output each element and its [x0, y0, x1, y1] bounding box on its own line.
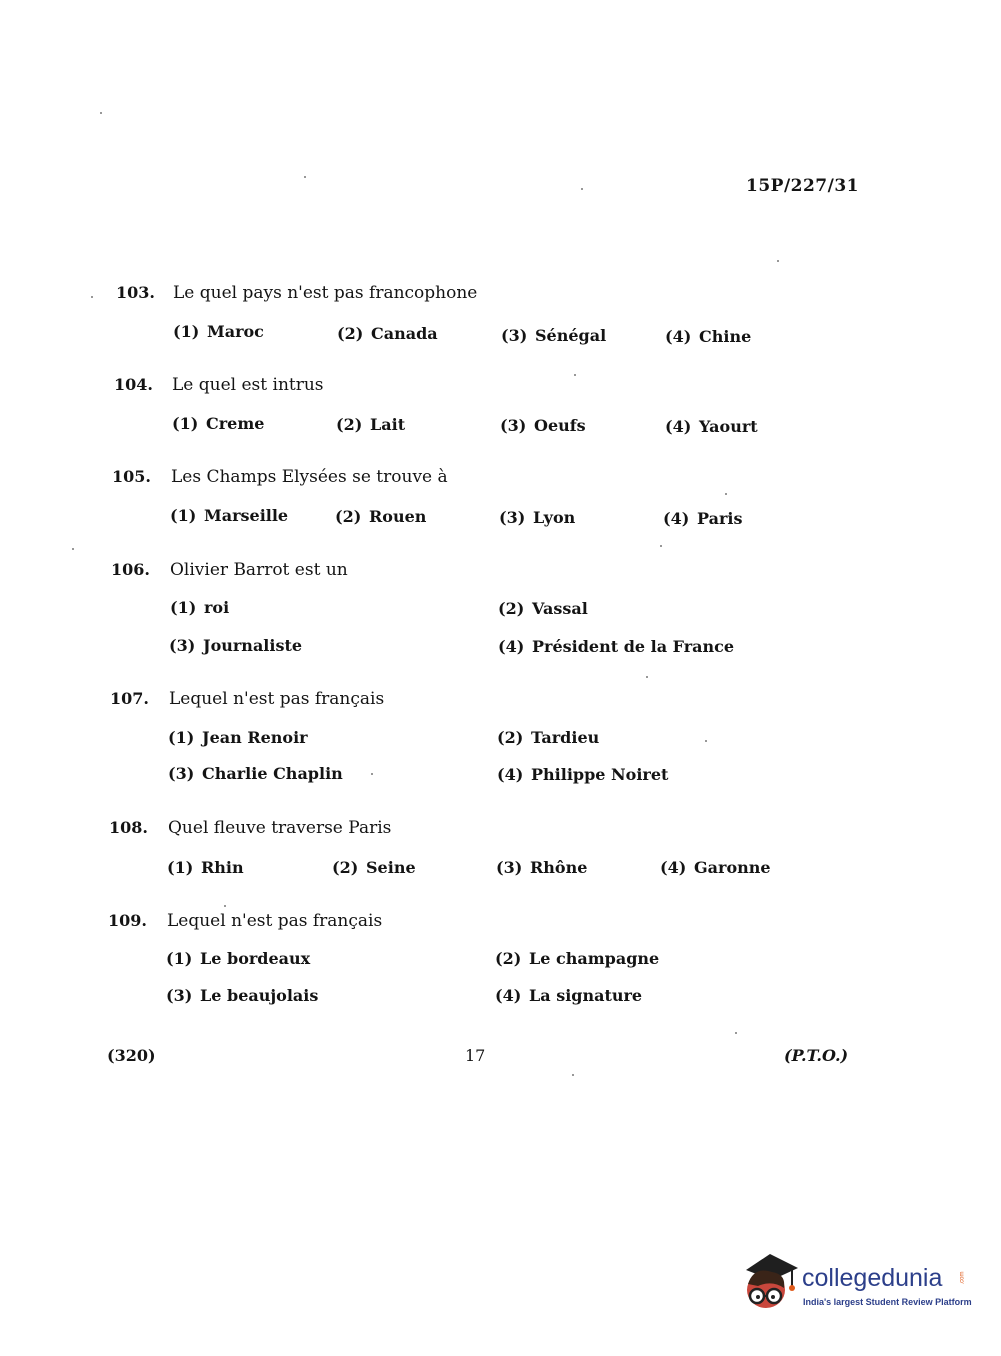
option-1: (1) Creme — [172, 414, 265, 433]
option-3: (3) Journaliste — [169, 636, 303, 655]
option-4: (4) Yaourt — [665, 417, 758, 436]
option-1: (1) Marseille — [170, 506, 289, 525]
option-4: (4) Chine — [665, 327, 752, 346]
option-1: (1) Rhin — [167, 858, 244, 877]
question-text: Quel fleuve traverse Paris — [168, 818, 392, 838]
option-2: (2) Tardieu — [497, 728, 600, 747]
option-2: (2) Rouen — [335, 507, 427, 526]
question-text: Lequel n'est pas français — [167, 911, 383, 931]
option-2: (2) Canada — [337, 324, 438, 343]
option-2: (2) Vassal — [498, 599, 588, 618]
brand-suffix: .com — [959, 1271, 966, 1285]
option-3: (3) Rhône — [496, 858, 588, 877]
option-3: (3) Oeufs — [500, 416, 586, 435]
question-number: 103. — [116, 283, 155, 302]
brand-tagline: India's largest Student Review Platform — [803, 1297, 972, 1307]
option-3: (3) Le beaujolais — [166, 986, 319, 1005]
footer-pto: (P.T.O.) — [784, 1046, 849, 1065]
mascot-icon — [742, 1250, 800, 1312]
paper-code: 15P/227/31 — [746, 176, 860, 196]
option-3: (3) Sénégal — [501, 326, 607, 345]
option-4: (4) Garonne — [660, 858, 771, 877]
page-number: 17 — [465, 1046, 486, 1065]
question-number: 109. — [108, 911, 147, 930]
question-text: Le quel pays n'est pas francophone — [173, 283, 478, 303]
question-text: Lequel n'est pas français — [169, 689, 385, 709]
question-number: 108. — [109, 818, 148, 837]
option-2: (2) Le champagne — [495, 949, 660, 968]
option-1: (1) roi — [170, 598, 230, 617]
option-3: (3) Charlie Chaplin — [168, 764, 343, 783]
option-4: (4) Paris — [663, 509, 743, 528]
question-number: 107. — [110, 689, 149, 708]
option-4: (4) Philippe Noiret — [497, 765, 669, 784]
option-2: (2) Seine — [332, 858, 416, 877]
footer-copies: (320) — [107, 1046, 156, 1065]
option-4: (4) Président de la France — [498, 637, 735, 656]
option-1: (1) Le bordeaux — [166, 949, 311, 968]
brand-name: collegedunia — [802, 1264, 943, 1292]
question-number: 105. — [112, 467, 151, 486]
question-text: Les Champs Elysées se trouve à — [171, 467, 448, 487]
collegedunia-logo — [742, 1250, 972, 1320]
question-number: 106. — [111, 560, 150, 579]
question-text: Olivier Barrot est un — [170, 560, 348, 580]
option-2: (2) Lait — [336, 415, 406, 434]
question-number: 104. — [114, 375, 153, 394]
option-3: (3) Lyon — [499, 508, 576, 527]
option-4: (4) La signature — [495, 986, 643, 1005]
option-1: (1) Maroc — [173, 322, 264, 341]
question-text: Le quel est intrus — [172, 375, 324, 395]
option-1: (1) Jean Renoir — [168, 728, 308, 747]
